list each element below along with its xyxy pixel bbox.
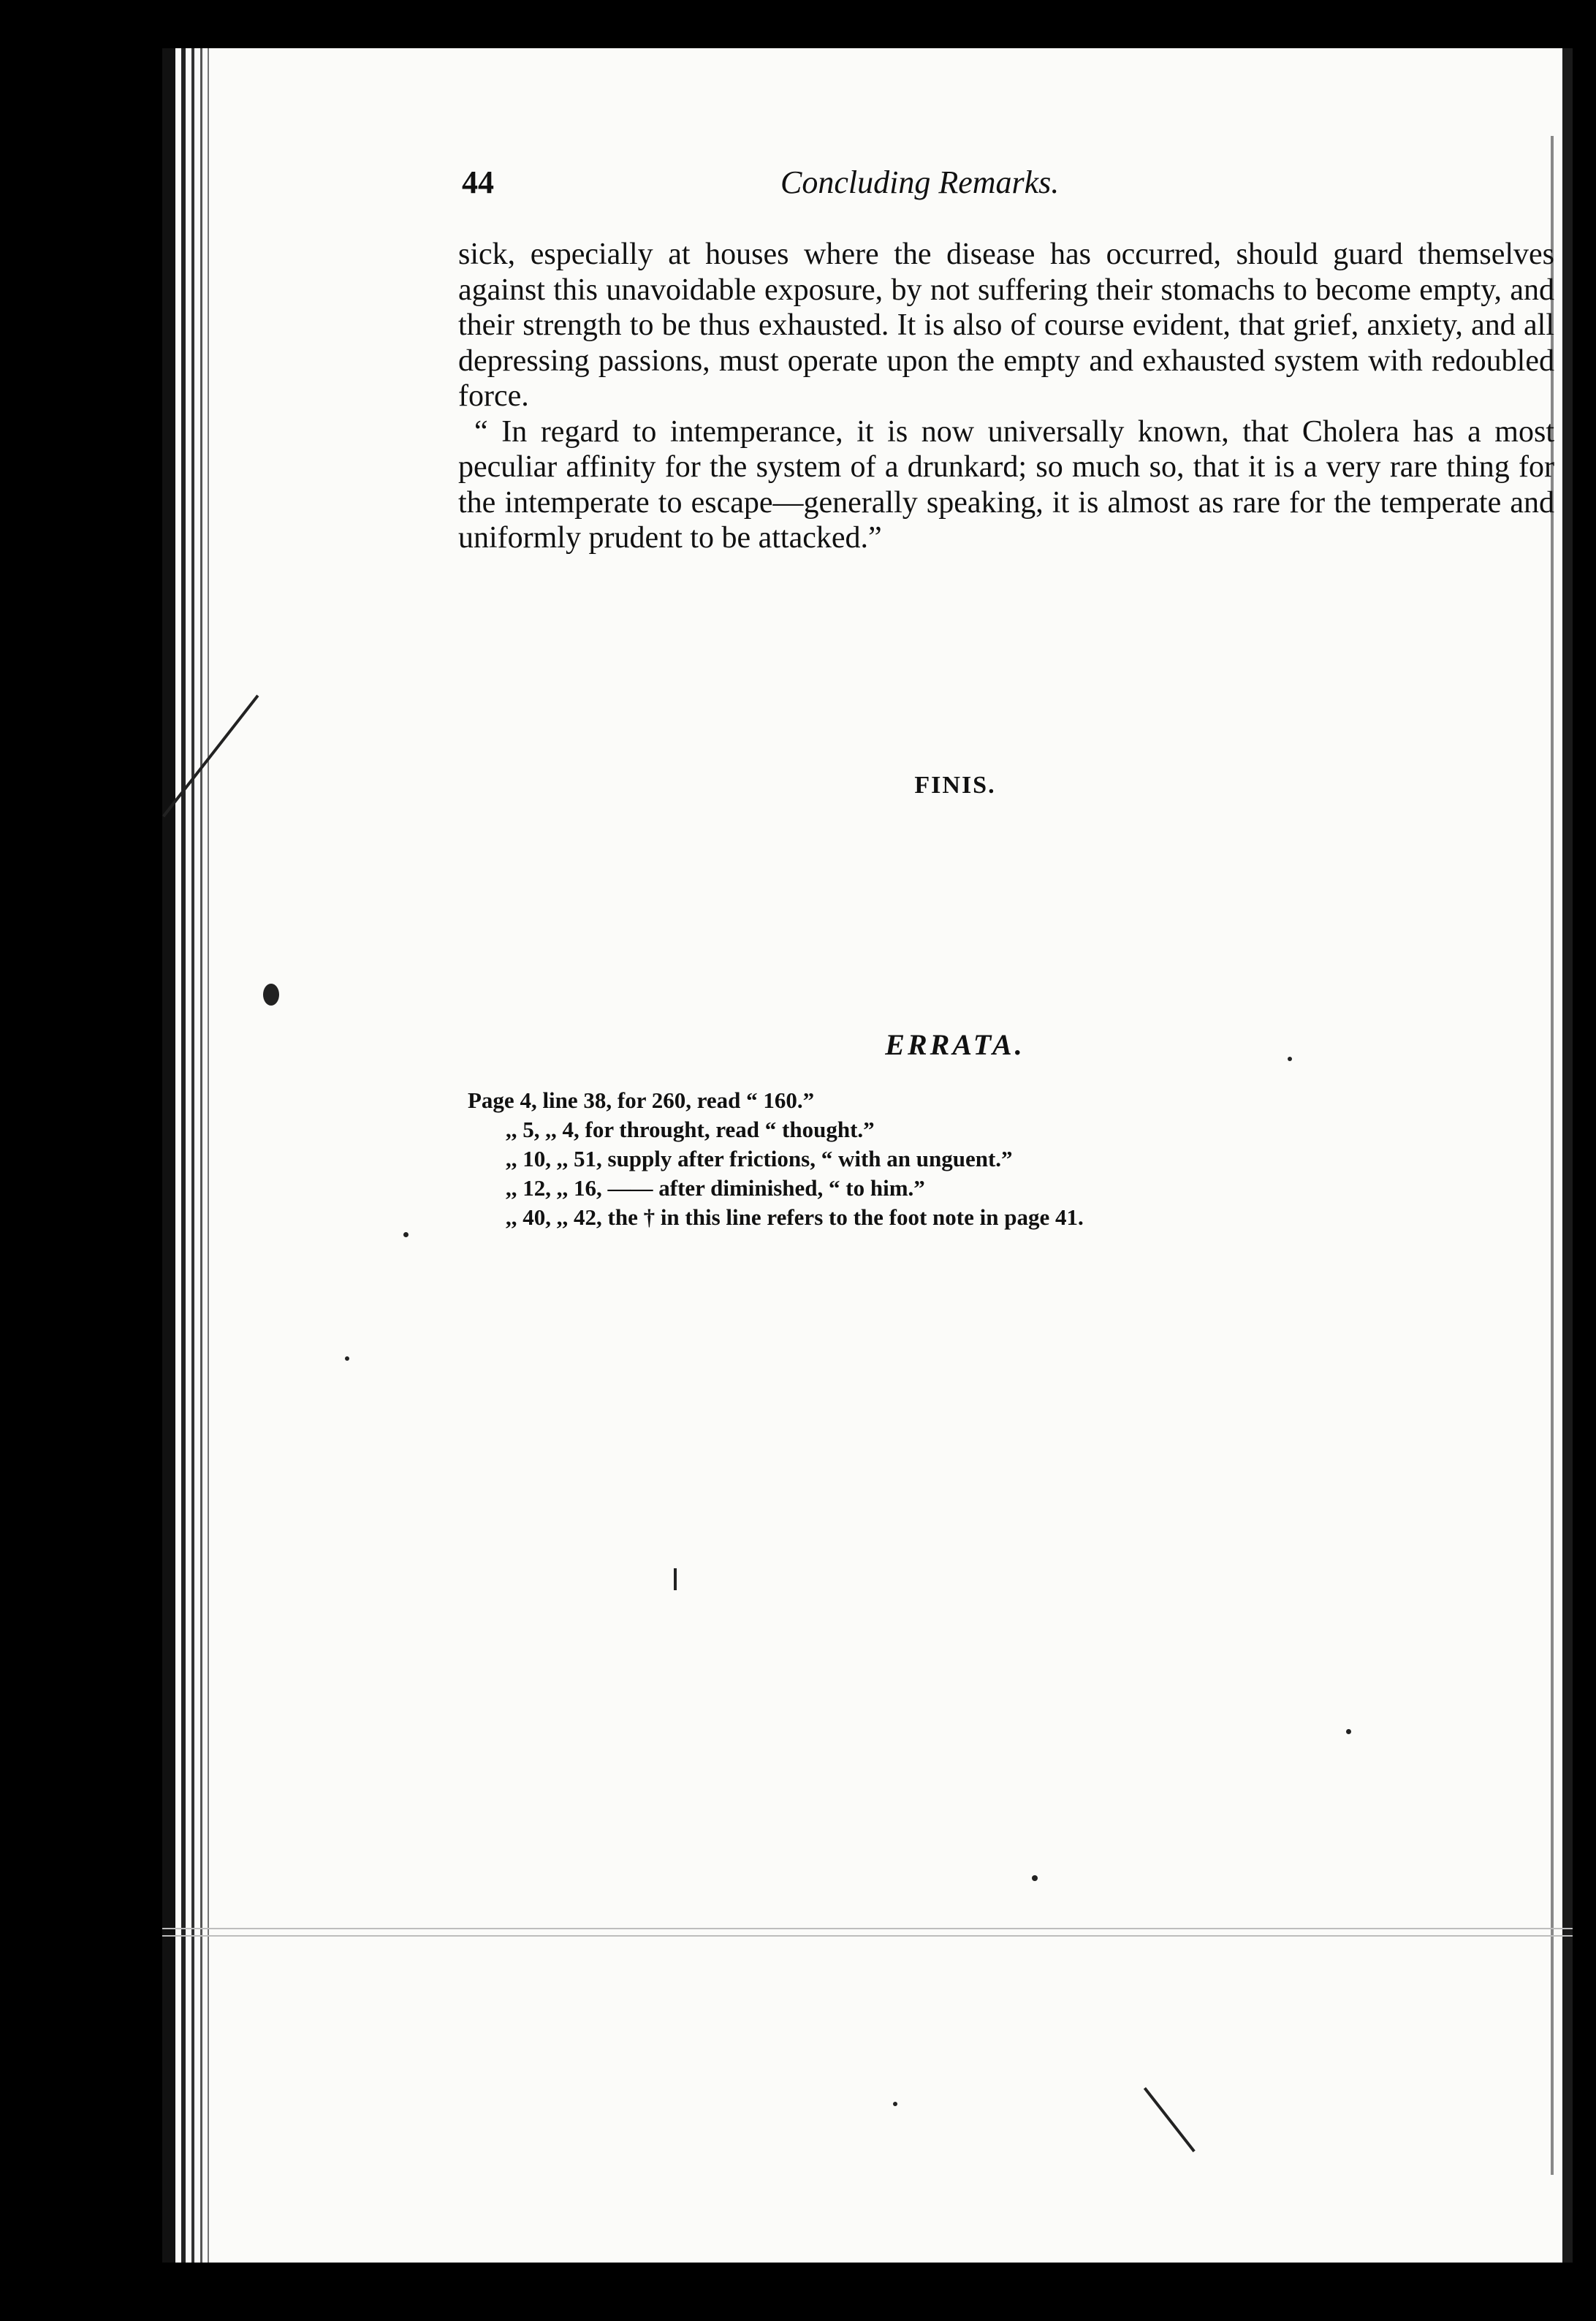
errata-title: ERRATA. (885, 1028, 1025, 1061)
binding-edge (162, 48, 175, 2263)
errata-item: ,, 10, ,, 51, supply after frictions, “ with an unguent.” (506, 1146, 1013, 1171)
paragraph: sick, especially at houses where the disease has occurred, should guard themselves against this unavoidable exposure, by not suffering their stomachs to become empty, and their strength to be thus exhausted. It is also of course evident, that grief, anxiety, and all depressing passions, must operate upon the empty and exhausted system with redoubled force. (458, 238, 1554, 413)
scan-line (162, 1935, 1573, 1937)
page-header (462, 164, 1266, 215)
ink-speck (403, 1232, 408, 1237)
ink-speck (263, 984, 279, 1006)
errata-list (468, 1086, 1345, 1232)
ink-speck (1346, 1729, 1351, 1734)
gutter-line (200, 48, 202, 2263)
errata-item: ,, 40, ,, 42, the † in this line refers to the foot note in page 41. (506, 1204, 1084, 1230)
errata-item: Page 4, line 38, for 260, read “ 160.” (468, 1087, 815, 1113)
page-edge (1562, 48, 1573, 2263)
errata-item: ,, 12, ,, 16, —— after diminished, “ to him.” (506, 1175, 925, 1201)
body-text (458, 237, 1554, 556)
ink-speck (674, 1568, 677, 1590)
gutter-line (191, 48, 194, 2263)
ink-speck (345, 1356, 349, 1361)
ink-speck (1288, 1057, 1292, 1061)
finis-label: FINIS. (914, 772, 996, 799)
gutter-line (208, 48, 209, 2263)
paragraph: “ In regard to intemperance, it is now universally known, that Cholera has a most peculiar affinity for the system of a drunkard; so much so, that it is a very rare thing for the intemperate to escape—generally speaking, it is almost as rare for the temperate and uniformly prudent to be attacked.” (458, 414, 1554, 555)
running-head: Concluding Remarks. (780, 164, 1060, 200)
scan-line (162, 1928, 1573, 1929)
ink-stroke (1144, 2087, 1196, 2152)
ink-speck (1032, 1875, 1038, 1881)
page-number: 44 (462, 164, 494, 200)
errata-item: ,, 5, ,, 4, for throught, read “ thought.” (506, 1117, 875, 1142)
gutter-line (181, 48, 186, 2263)
document-page (162, 48, 1573, 2263)
ink-speck (893, 2102, 897, 2106)
